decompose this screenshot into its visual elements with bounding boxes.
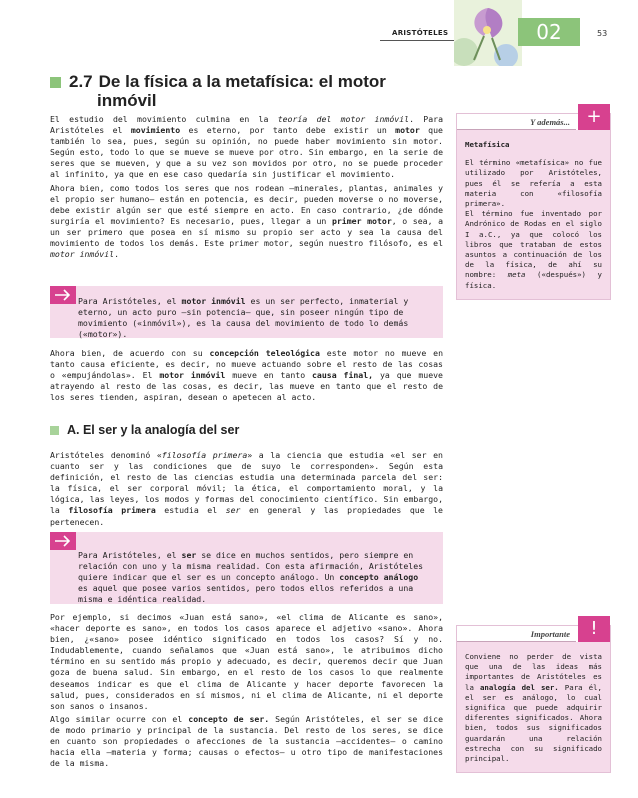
text: que también lo sea, pues, según su opinión, no puede haber movimiento sin motor. Según esto, todo lo que se mueve se mueve por otro. Sin embargo, en la serie de seres que se mueven, y que a su vez son movidos por otro, no se puede proceder al infinito, ya que en ese caso quedaría sin justificar el movimiento. (50, 125, 443, 180)
arrow-tab (50, 532, 76, 550)
text: se dice en muchos sentidos, pero siempre en relación con uno y la misma realidad. Con esta afirmación, Aristóteles quiere indicar que el ser es un concepto análogo. Un (78, 550, 424, 583)
sidebar-title: Metafísica (465, 140, 510, 149)
section-title-line1: De la física a la metafísica: el motor (98, 72, 386, 91)
subsection-marker-icon (50, 426, 59, 435)
italic-term: motor inmóvil (50, 249, 115, 260)
text: » a la ciencia que estudia «el ser en cuanto ser y las condiciones que de suyo le corresponden». Según esta definición, el resto de las ciencias estudia una determinada parcela del ser: la física, el ser corporal móvil; la ética, el comportamiento moral, y la lógica, las leyes, los modos y formas del conocimiento científico. Sin embargo, la (50, 450, 443, 516)
bold-term: primer motor (331, 215, 392, 226)
sidebar-header (457, 618, 610, 642)
sidebar-importante (456, 618, 611, 773)
sidebar-header (457, 106, 610, 130)
section-marker-icon (50, 77, 61, 88)
plus-icon: + (578, 104, 610, 130)
bold-term: ser (181, 550, 197, 560)
text: Ahora bien, como todos los seres que nos rodean —minerales, plantas, animales y el propio ser humano— están en potencia, es decir, pueden moverse o no moverse, debe existir algún ser que esté siempre en acto. En caso contrario, ¿de dónde surgiría el movimiento? Es necesario, pues, llegar a un (50, 182, 443, 226)
text: es eterno, por tanto debe existir un (180, 125, 396, 136)
sidebar-text: El término fue inventado por Andrónico de Rodas en el siglo I a.C., ya que colocó los libros que trataban de estos asuntos a continuación de los de la física, de ahí su nombre: (465, 209, 602, 280)
text: es aquel que posee varios sentidos, pero todos ellos referidos a una misma e idéntica realidad. (78, 583, 414, 605)
sidebar-text: Conviene no perder de vista que una de las ideas más importantes de Aristóteles es la (465, 652, 602, 692)
section-title-line2: inmóvil (97, 91, 157, 110)
text: Aristóteles denominó « (50, 450, 162, 460)
italic-term: meta (507, 270, 526, 280)
bold-term: causa final, (312, 370, 374, 381)
paragraph-3 (50, 348, 443, 403)
paragraph-6 (50, 714, 443, 769)
sidebar-body (457, 642, 610, 772)
italic-term: filosofía primera (161, 450, 248, 460)
arrow-right-icon (54, 535, 72, 547)
paragraph-2 (50, 183, 443, 261)
main-column (50, 72, 443, 260)
header-rule (380, 40, 462, 41)
bold-term: motor (395, 125, 420, 136)
arrow-right-icon (54, 289, 72, 301)
text: , o sea, a un ser primero que posea en sí mismo su propio ser acto y sea la causa del movimiento de todos los demás. Este primer motor, según nuestro filósofo, es el (50, 215, 444, 249)
bold-term: filosofía primera (68, 505, 156, 516)
sidebar-y-ademas (456, 106, 611, 300)
paragraph-5: Por ejemplo, si decimos «Juan está sano», «el clima de Alicante es sano», «hacer deporte es sano», en todos los casos aparece el adjetivo «sano». Ahora bien, ¿«sano» posee idéntico significado en todos los casos? Sí y no. Indudablemente, cuando señalamos que «Juan está sano», le atribuimos dicho término en su sentido más propio y adecuado, es decir, queremos decir que Juan goza de buena salud. Sin embargo, en el resto de los casos lo que realmente deseamos indicar es que el clima de Alicante y hacer deporte favorecen la salud, pues, considerados en sí mismos, ni el clima de Alicante, ni el deporte son sanos o insanos. (50, 612, 443, 711)
text: Para Aristóteles, el (78, 550, 182, 560)
sidebar-text: Para él, el ser es análogo, lo cual significa que puede adquirir diferentes significados. Ahora bien, todos sus significados guardarán una relación estrecha con su significado principal. (465, 682, 602, 764)
page-number: 53 (597, 29, 608, 38)
text: mueve en tanto (225, 370, 312, 381)
sidebar-body (457, 130, 610, 299)
text: es un ser perfecto, inmaterial y eterno, un acto puro —sin potencia— que, sin poseer ningún tipo de movimiento («inmóvil»), es la causa del movimiento de todo lo demás («motor»). (78, 296, 409, 340)
sidebar-label: Y además... (530, 117, 570, 127)
text: estudia el (155, 505, 226, 516)
text: Algo similar ocurre con el (50, 714, 189, 724)
text: Según Aristóteles, el ser se dice de modo primario y principal de la sustancia. Del resto de los seres, se dice en cuanto son propiedades o afecciones de la sustancia —accidentes— o camino hacia ella —materia y forma; causas o efectos— u otro tipo de manifestaciones de la misma. (50, 714, 443, 769)
chapter-number-badge: 02 (518, 18, 580, 46)
paragraph-4 (50, 450, 443, 528)
sidebar-rule (457, 641, 576, 642)
sidebar-rule (457, 129, 576, 130)
text: este motor no mueve en tanto causa eficiente, es decir, no mueve actuando sobre el resto de las cosas o «empujándolas». El (50, 348, 443, 381)
bold-term: movimiento (130, 125, 181, 136)
text: . Para Aristóteles el (50, 114, 444, 136)
bold-term: motor inmóvil (181, 296, 246, 306)
highlight-box-motor-inmovil (50, 286, 443, 338)
bold-term: motor inmóvil (159, 370, 226, 381)
sidebar-label: Importante (530, 629, 570, 639)
bold-term: analogía del ser. (479, 682, 559, 692)
paragraph-1 (50, 114, 443, 181)
italic-term: ser (225, 505, 241, 516)
text: en general y las propiedades que le pertenecen. (50, 505, 443, 527)
text: ya que mueve atrayendo al resto de las cosas, es decir, las mueve en tanto que el resto de los seres tienden, aspiran, desean o apetecen al acto. (50, 370, 443, 403)
text: . (114, 249, 120, 260)
section-title (69, 72, 386, 91)
subsection-title: A. El ser y la analogía del ser (67, 423, 240, 437)
text: Para Aristóteles, el (78, 296, 182, 306)
bold-term: concepción teleológica (209, 348, 320, 358)
sidebar-text: («después») y física. (465, 270, 602, 290)
highlight-box-ser-analogo (50, 532, 443, 604)
bold-term: concepto análogo (339, 572, 419, 583)
text: Ahora bien, de acuerdo con su (50, 348, 210, 358)
exclamation-icon: ! (578, 616, 610, 642)
text: El estudio del movimiento culmina en la (50, 114, 278, 124)
highlight-text (78, 550, 425, 605)
italic-term: teoría del motor inmóvil (277, 114, 410, 124)
highlight-text (78, 296, 425, 340)
running-header: ARISTÓTELES (392, 29, 449, 37)
bold-term: concepto de ser. (188, 714, 270, 724)
section-number: 2.7 (69, 72, 93, 91)
subsection-heading (50, 423, 239, 437)
section-heading (50, 72, 443, 91)
arrow-tab (50, 286, 76, 304)
sidebar-text: El término «metafísica» no fue utilizado por Aristóteles, pues él se refería a esta materia con «filosofía primera». (465, 158, 602, 209)
header-illustration (454, 0, 522, 66)
